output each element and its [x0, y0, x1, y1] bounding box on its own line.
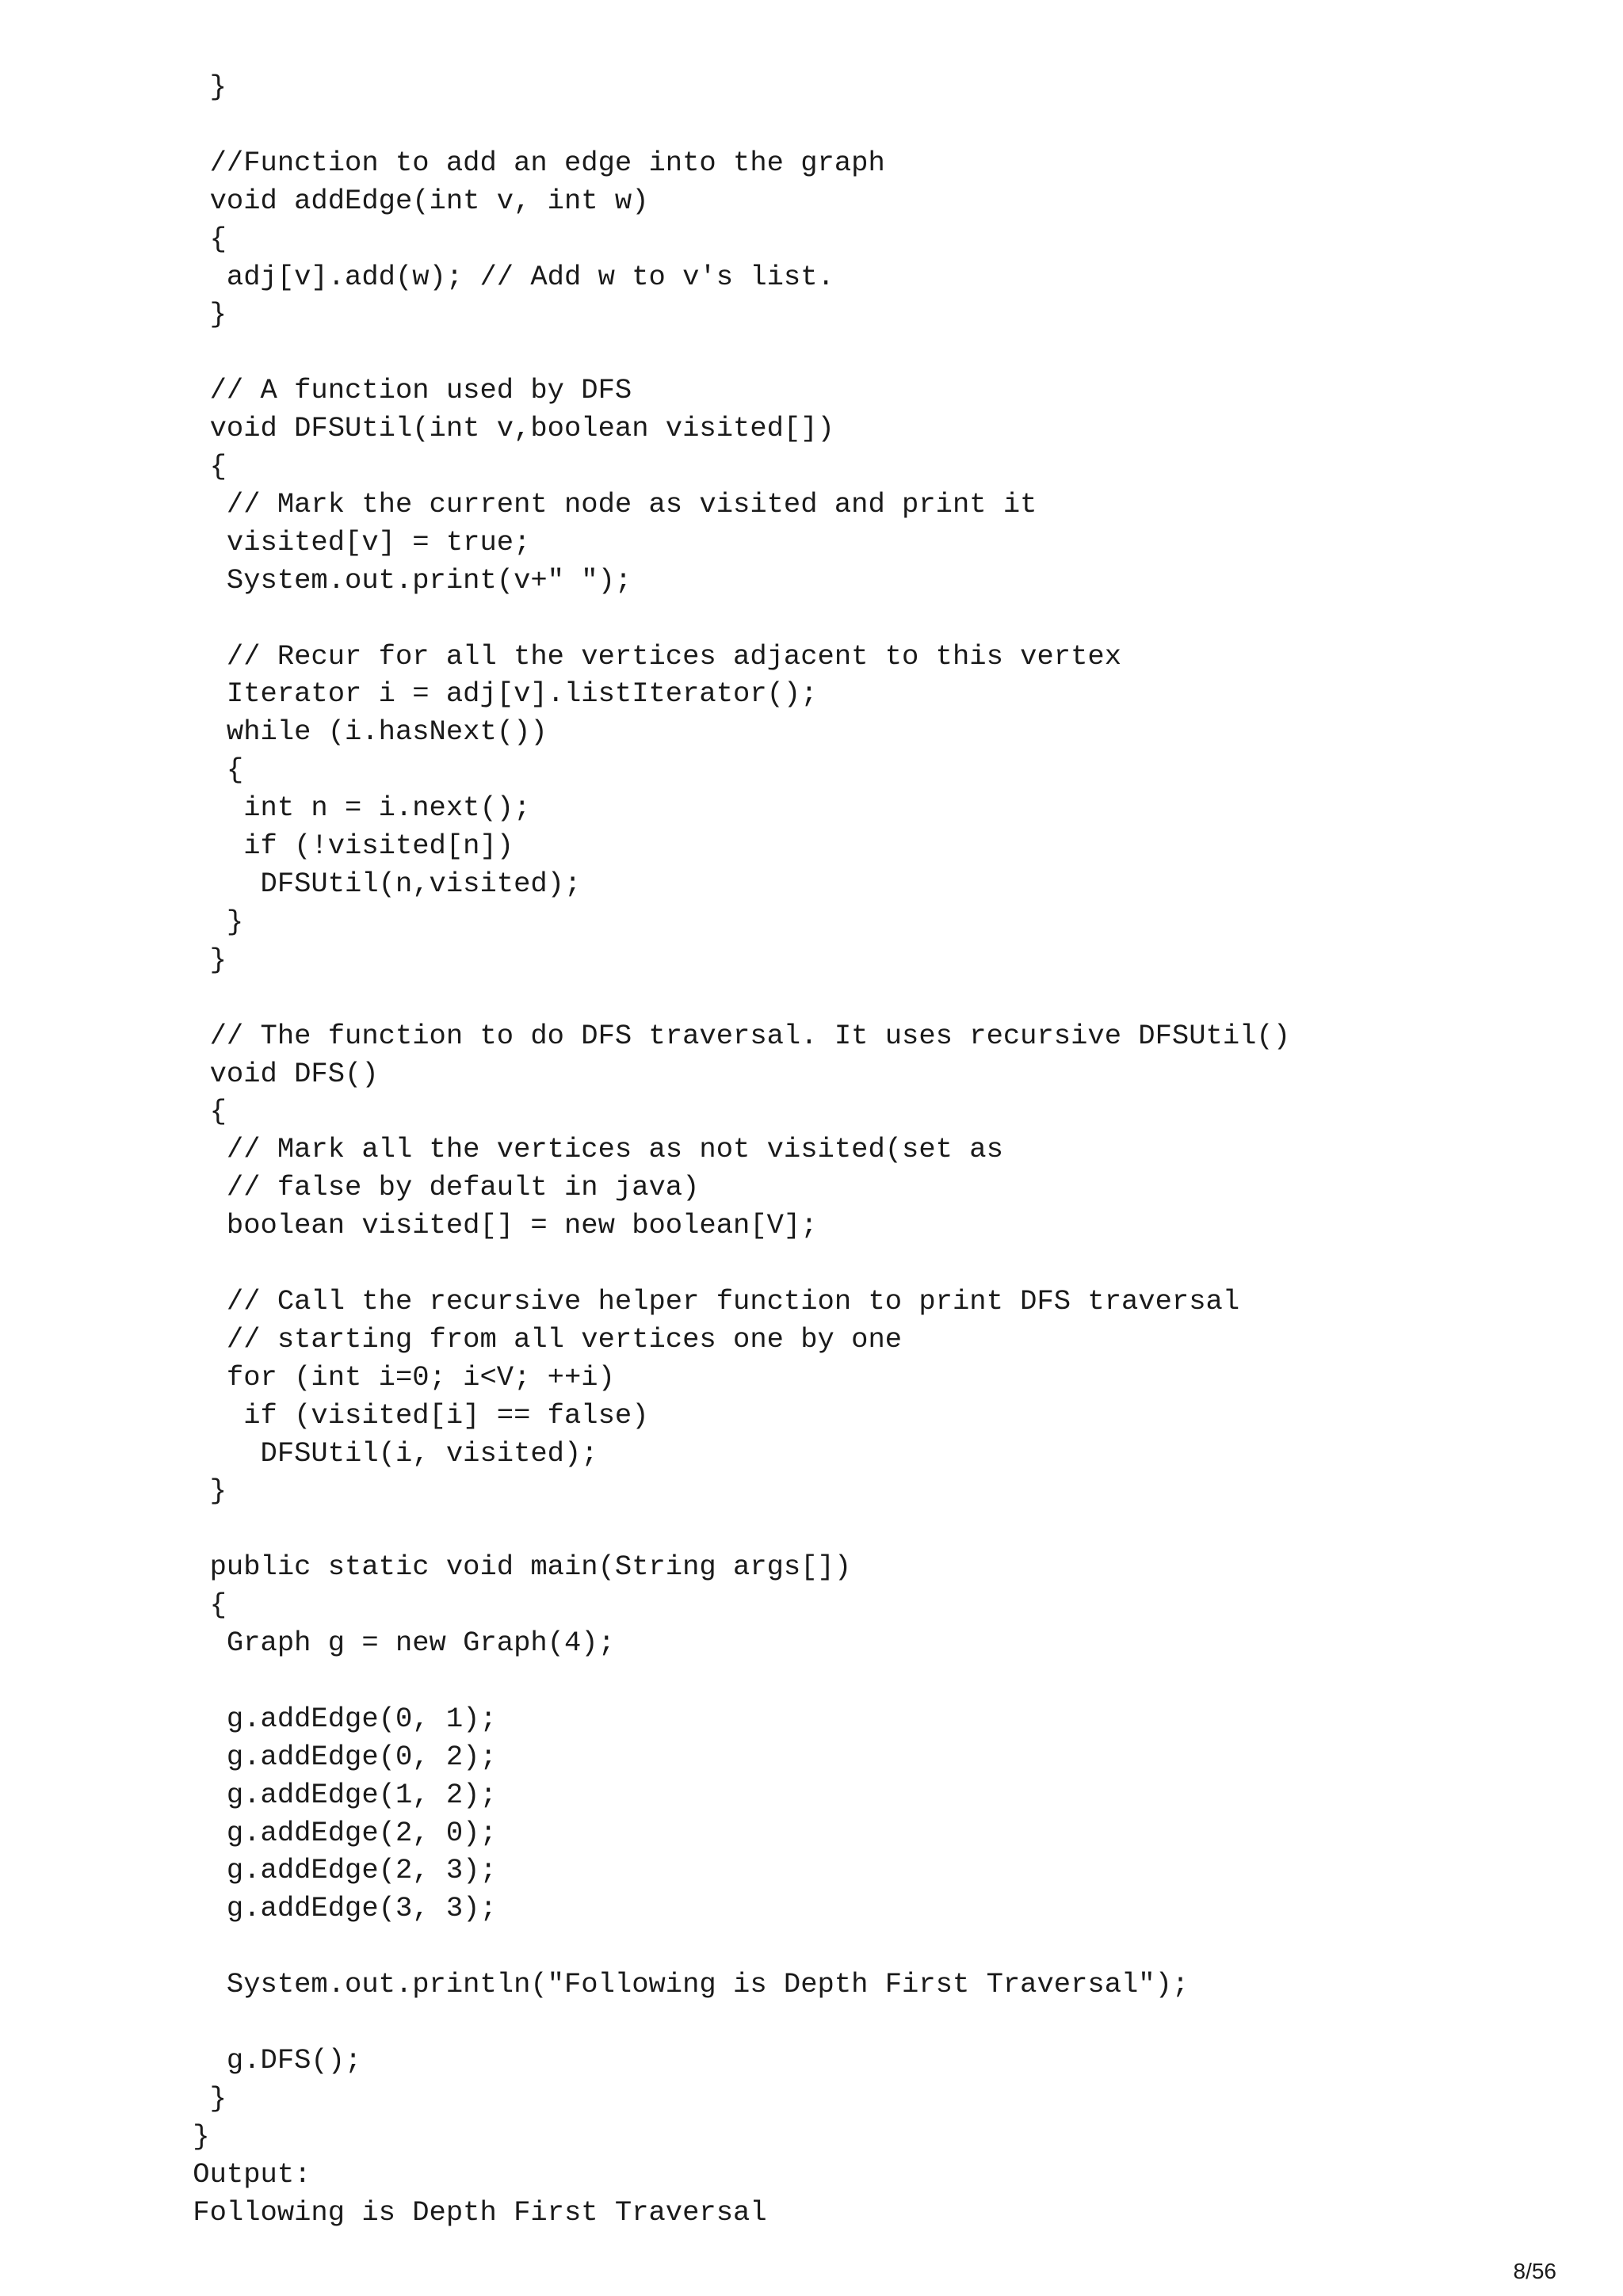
code-line: while (i.hasNext()) — [176, 715, 548, 749]
code-line: int n = i.next(); — [176, 791, 531, 825]
code-line: // Mark all the vertices as not visited(set as — [176, 1133, 1003, 1166]
code-line: g.DFS(); — [176, 2043, 362, 2077]
code-line: DFSUtil(i, visited); — [176, 1436, 598, 1470]
code-line: //Function to add an edge into the graph — [176, 146, 885, 179]
code-line: } — [176, 943, 227, 976]
code-line: // Mark the current node as visited and print it — [176, 487, 1037, 521]
blank-line — [176, 600, 1290, 638]
code-line: } — [176, 71, 227, 103]
blank-line — [176, 1662, 1290, 1700]
code-line: g.addEdge(0, 2); — [176, 1740, 497, 1773]
code-line: Graph g = new Graph(4); — [176, 1627, 615, 1660]
code-line: // The function to do DFS traversal. It uses recursive DFSUtil() — [176, 1019, 1291, 1052]
code-line: Iterator i = adj[v].listIterator(); — [176, 677, 818, 711]
code-line: { — [176, 1589, 227, 1622]
code-listing — [176, 68, 1290, 2232]
code-line: g.addEdge(2, 3); — [176, 1854, 497, 1887]
code-line: // starting from all vertices one by one — [176, 1322, 903, 1356]
code-line: System.out.print(v+" "); — [176, 563, 632, 597]
code-line: for (int i=0; i<V; ++i) — [176, 1360, 615, 1394]
code-line: } — [176, 298, 227, 331]
code-line: g.addEdge(2, 0); — [176, 1816, 497, 1849]
code-line: boolean visited[] = new boolean[V]; — [176, 1209, 818, 1242]
code-line: System.out.println("Following is Depth First Traversal"); — [176, 1968, 1190, 2001]
code-line: // false by default in java) — [176, 1171, 700, 1204]
code-line: } — [176, 905, 244, 938]
code-line: } — [176, 2081, 227, 2115]
code-line: g.addEdge(1, 2); — [176, 1778, 497, 1811]
blank-line — [176, 106, 1290, 144]
code-line: if (visited[i] == false) — [176, 1398, 649, 1432]
code-line: } — [176, 2119, 210, 2153]
code-line: g.addEdge(3, 3); — [176, 1892, 497, 1925]
code-line: { — [176, 753, 244, 787]
blank-line — [176, 334, 1290, 372]
blank-line — [176, 979, 1290, 1017]
code-line: void DFSUtil(int v,boolean visited[]) — [176, 412, 834, 445]
blank-line — [176, 1245, 1290, 1283]
code-line: Output: — [176, 2157, 311, 2191]
code-line: // Call the recursive helper function to print DFS traversal — [176, 1284, 1240, 1318]
blank-line — [176, 2004, 1290, 2042]
code-line: Following is Depth First Traversal — [176, 2195, 767, 2229]
code-line: { — [176, 450, 227, 483]
code-line: g.addEdge(0, 1); — [176, 1702, 497, 1735]
code-line: void addEdge(int v, int w) — [176, 184, 649, 217]
code-line: { — [176, 1095, 227, 1128]
code-line: } — [176, 1474, 227, 1508]
blank-line — [176, 1510, 1290, 1548]
code-line: adj[v].add(w); // Add w to v's list. — [176, 260, 834, 293]
code-line: if (!visited[n]) — [176, 830, 514, 863]
page-number: 8/56 — [1513, 2259, 1556, 2283]
blank-line — [176, 1928, 1290, 1966]
code-line: // A function used by DFS — [176, 374, 632, 407]
code-line: { — [176, 222, 227, 255]
code-line: // Recur for all the vertices adjacent to this vertex — [176, 639, 1121, 673]
code-line: void DFS() — [176, 1057, 379, 1090]
code-line: public static void main(String args[]) — [176, 1550, 852, 1584]
code-line: visited[v] = true; — [176, 525, 531, 559]
code-line: DFSUtil(n,visited); — [176, 867, 582, 900]
